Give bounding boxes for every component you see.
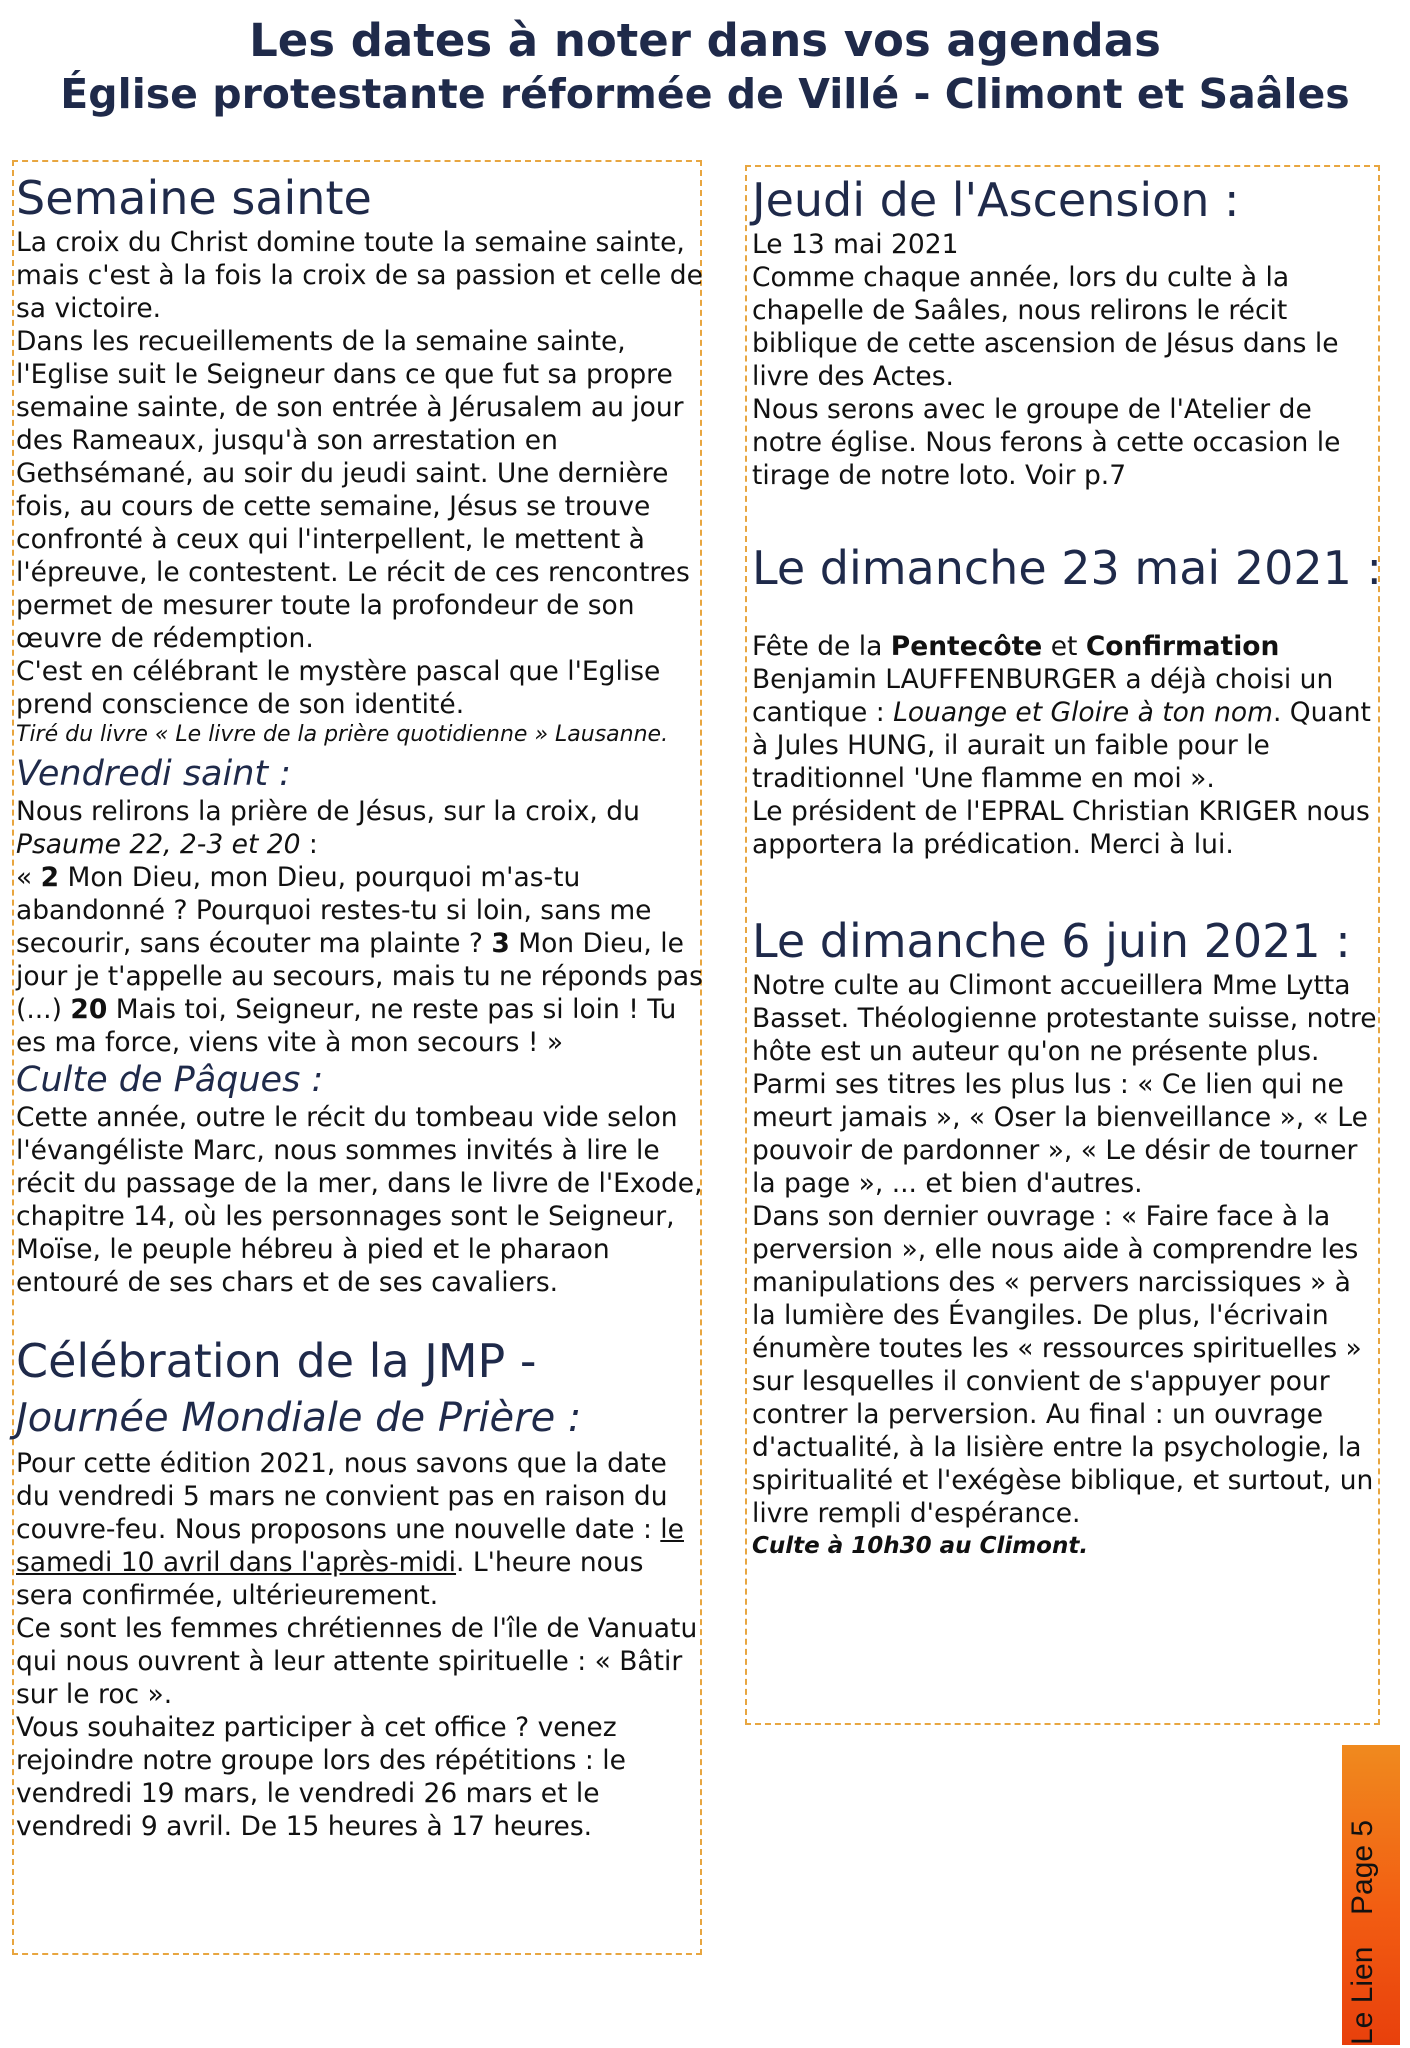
vendredi-intro-text: Nous relirons la prière de Jésus, sur la croix, du: [16, 796, 640, 827]
verse-20-text: Mais toi, Seigneur, ne reste pas si loin ! Tu es ma force, viens vite à mon secours ! »: [16, 994, 677, 1058]
vendredi-heading: Vendredi saint :: [16, 754, 292, 794]
psalm-quote: [16, 861, 706, 1059]
cantique-title: Louange et Gloire à ton nom: [893, 697, 1273, 728]
pentecote-g: . Quant à Jules HUNG, il aurait un faible pour le traditionnel 'Une flamme en moi ».: [752, 697, 1371, 794]
pentecote-text-2: Le président de l'EPRAL Christian KRIGER nous apportera la prédication. Merci à lui.: [752, 796, 1370, 860]
pentecote-a: Fête de la: [752, 631, 891, 662]
psalm-colon: :: [300, 829, 318, 860]
pentecote-title: [752, 630, 1382, 663]
quote-open: «: [16, 862, 41, 893]
psalm-reference: Psaume 22, 2-3 et 20: [16, 829, 301, 860]
jmp-text-3: Vous souhaitez participer à cet office ? venez rejoindre notre groupe lors des répétitions : le vendredi 19 mars, le vendredi 26 mars et le vendredi 9 avril. De 15 heures à 17 heures.: [16, 1712, 626, 1842]
jmp-text-2: Ce sont les femmes chrétiennes de l'île de Vanuatu qui nous ouvrent à leur attente spirituelle : « Bâtir sur le roc ».: [16, 1613, 698, 1710]
semaine-text-3: C'est en célébrant le mystère pascal que l'Eglise prend conscience de son identité.: [16, 656, 661, 720]
juin-text-2: Dans son dernier ouvrage : « Faire face à la perversion », elle nous aide à comprendre les manipulations des « pervers narcissiques » à la lumière des Évangiles. De plus, l'écrivain énumère toutes les « ressources spirituelles » sur lesquelles il convient de s'appuyer pour contrer la perversion. Au final : un ouvrage d'actualité, à la lisière entre la psychologie, la spiritualité et l'exégèse biblique, et surtout, un livre rempli d'espérance.: [752, 1201, 1374, 1529]
verse-20: 20: [70, 994, 108, 1025]
semaine-text-1: La croix du Christ domine toute la semaine sainte, mais c'est à la fois la croix de sa passion et celle de sa victoire.: [16, 227, 703, 324]
jmp-text-1a: Pour cette édition 2021, nous savons que la date du vendredi 5 mars ne convient pas en raison du couvre-feu. Nous proposons une nouvelle date :: [16, 1448, 668, 1545]
juin-culte-time: Culte à 10h30 au Climont.: [752, 1533, 1089, 1559]
pentecote-word: Pentecôte: [890, 631, 1043, 662]
confirmation-word: Confirmation: [1085, 631, 1280, 662]
juin-text-1: Notre culte au Climont accueillera Mme Lytta Basset. Théologienne protestante suisse, notre hôte est un auteur qu'on ne présente plus. Parmi ses titres les plus lus : « Ce lien qui ne meurt jamais », « Oser la bienveillance », « Le pouvoir de pardonner », « Le désir de tourner la page », ... et bien d'autres.: [752, 970, 1377, 1199]
semaine-source: Tiré du livre « Le livre de la prière quotidienne » Lausanne.: [16, 722, 669, 747]
pentecote-text-1: [752, 663, 1382, 795]
verse-3-text: Mon Dieu, le jour je t'appelle au secours, mais tu ne réponds pas (...): [16, 928, 703, 1025]
ascension-date: Le 13 mai 2021: [752, 229, 959, 260]
jmp-subheading: Journée Mondiale de Prière :: [16, 1395, 582, 1441]
jmp-text-1: [16, 1447, 706, 1612]
jmp-text-1b: . L'heure nous sera confirmée, ultérieurement.: [16, 1547, 644, 1611]
journal-name: Le Lien: [1346, 1946, 1379, 2045]
pentecote-e: Benjamin LAUFFENBURGER a déjà choisi un cantique :: [752, 664, 1334, 728]
right-column: [752, 172, 1382, 1563]
paques-text: Cette année, outre le récit du tombeau vide selon l'évangéliste Marc, nous sommes invités à lire le récit du passage de la mer, dans le livre de l'Exode, chapitre 14, où les personnages sont le Seigneur, Moïse, le peuple hébreu à pied et le pharaon entouré de ses chars et de ses cavaliers.: [16, 1102, 703, 1298]
page-title: Les dates à noter dans vos agendas: [249, 14, 1161, 67]
verse-2: 2: [40, 862, 60, 893]
semaine-heading: Semaine sainte: [16, 171, 372, 225]
jmp-new-date: le samedi 10 avril dans l'après-midi: [16, 1514, 684, 1578]
vendredi-intro: [16, 795, 706, 861]
ascension-text-2: Nous serons avec le groupe de l'Atelier de notre église. Nous ferons à cette occasion le tirage de notre loto. Voir p.7: [752, 394, 1341, 491]
verse-3: 3: [491, 928, 510, 959]
ascension-text-1: Comme chaque année, lors du culte à la chapelle de Saâles, nous relirons le récit biblique de cette ascension de Jésus dans le livre des Actes.: [752, 262, 1339, 392]
page-number: Page 5: [1346, 1819, 1379, 1915]
left-column: [16, 170, 706, 1843]
pentecote-heading: Le dimanche 23 mai 2021 :: [752, 541, 1382, 595]
pentecote-c: et: [1042, 631, 1086, 662]
semaine-text-2: Dans les recueillements de la semaine sainte, l'Eglise suit le Seigneur dans ce que fut sa propre semaine sainte, de son entrée à Jérusalem au jour des Rameaux, jusqu'à son arrestation en Gethsémané, au soir du jeudi saint. Une dernière fois, au cours de cette semaine, Jésus se trouve confronté à ceux qui l'interpellent, le mettent à l'épreuve, le contestent. Le récit de ces rencontres permet de mesurer toute la profondeur de son œuvre de rédemption.: [16, 326, 690, 654]
ascension-heading: Jeudi de l'Ascension :: [752, 173, 1240, 227]
verse-2-text: Mon Dieu, mon Dieu, pourquoi m'as-tu abandonné ? Pourquoi restes-tu si loin, sans me secourir, sans écouter ma plainte ?: [16, 862, 652, 959]
paques-heading: Culte de Pâques :: [16, 1060, 324, 1100]
page-subtitle: Église protestante réformée de Villé - Climont et Saâles: [60, 70, 1350, 118]
juin-heading: Le dimanche 6 juin 2021 :: [752, 914, 1351, 968]
jmp-heading: Célébration de la JMP -: [16, 1334, 537, 1388]
